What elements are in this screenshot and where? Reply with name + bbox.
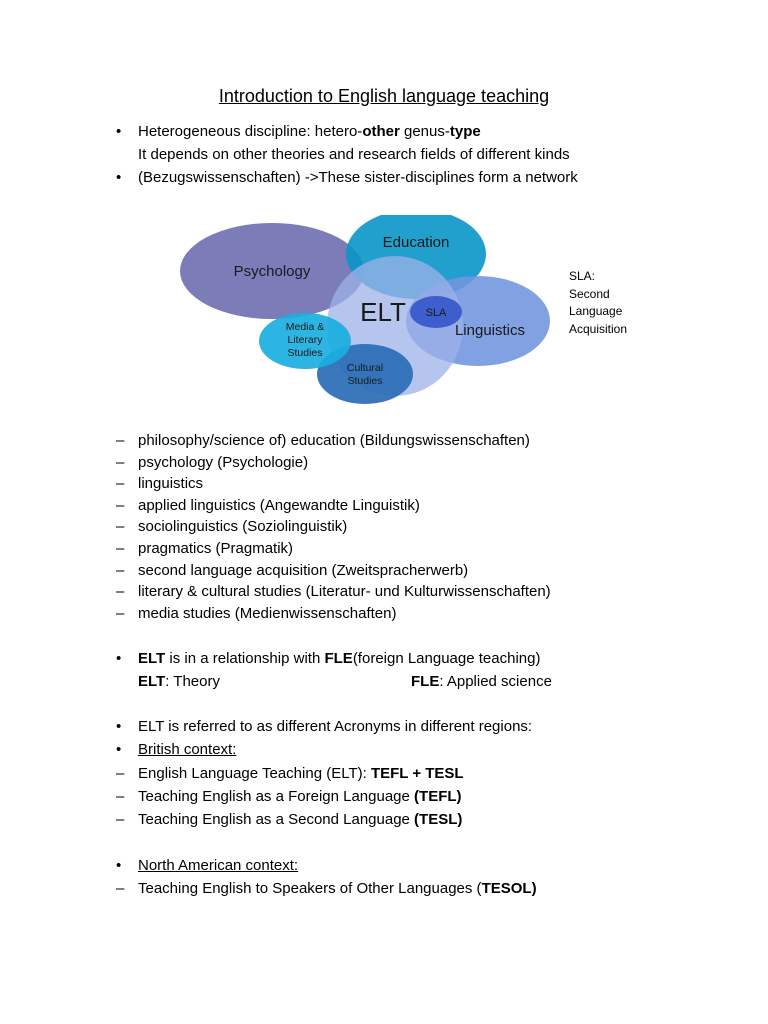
field-list-item: literary & cultural studies (Literatur- und Kulturwissenschaften) (138, 583, 551, 601)
dash-marker: – (116, 604, 125, 622)
field-list-item: second language acquisition (Zweitspracherwerb) (138, 561, 469, 579)
elt-bold: ELT (138, 650, 166, 667)
dash-marker: – (116, 432, 125, 449)
dash-marker: – (116, 583, 125, 601)
british-context-heading: British context: (138, 741, 237, 758)
intro-text: genus- (399, 123, 450, 140)
intro-line-1 (138, 123, 481, 140)
intro-line-2: It depends on other theories and research fields of different kinds (138, 146, 570, 163)
acronym-text: Teaching English to Speakers of Other Languages ( (138, 880, 482, 897)
intro-text: Heterogeneous discipline: hetero- (138, 123, 363, 140)
psychology-label: Psychology (233, 263, 311, 280)
acronym-bold: TESOL) (481, 880, 537, 897)
elt-label: ELT (360, 297, 406, 327)
british-item-tesl (138, 811, 462, 828)
education-label: Education (382, 234, 450, 251)
field-list-item: psychology (Psychologie) (138, 453, 309, 471)
sla-note-line: SLA: (569, 269, 596, 283)
acronym-bold: (TESL) (414, 811, 463, 828)
media-label-2: Literary (287, 334, 323, 346)
intro-bold-type: type (449, 123, 481, 140)
acronym-text: Teaching English as a Second Language (138, 811, 415, 828)
acronym-bold: TEFL + TESL (370, 765, 464, 782)
acronym-text: English Language Teaching (ELT): (138, 765, 371, 782)
bullet-marker: • (116, 169, 122, 186)
media-label-3: Studies (287, 347, 323, 359)
dash-marker: – (116, 453, 125, 471)
page-title: Introduction to English language teaching (218, 86, 550, 106)
bullet-marker: • (116, 741, 122, 758)
bullet-marker: • (116, 123, 122, 140)
dash-marker: – (116, 540, 125, 557)
bullet-marker: • (116, 857, 122, 874)
intro-bold-other: other (362, 123, 400, 140)
field-list-item: pragmatics (Pragmatik) (138, 540, 294, 557)
elt-theory-line (138, 673, 220, 690)
fle-bold: FLE (411, 673, 440, 690)
fle-text: (foreign Language teaching) (352, 650, 541, 667)
field-list-item: applied linguistics (Angewandte Linguistik) (138, 496, 420, 514)
fle-relationship-line (138, 650, 540, 667)
acronyms-intro: ELT is referred to as different Acronyms in different regions: (138, 718, 533, 735)
sla-note-line: Language (569, 304, 623, 318)
field-list-item: media studies (Medienwissenschaften) (138, 604, 397, 622)
sla-note (569, 268, 627, 338)
acronym-text: Teaching English as a Foreign Language (138, 788, 415, 805)
dash-marker: – (116, 811, 125, 828)
british-item-elt (138, 765, 464, 782)
theory-text: : Theory (165, 673, 220, 690)
dash-marker: – (116, 788, 125, 805)
discipline-network-diagram (150, 215, 550, 410)
field-list-item: sociolinguistics (Soziolinguistik) (138, 518, 348, 536)
fle-applied-line (411, 673, 552, 690)
media-label-1: Media & (285, 321, 325, 333)
north-american-context-heading: North American context: (138, 857, 299, 874)
dash-marker: – (116, 518, 125, 536)
sla-label: SLA (425, 307, 447, 319)
cultural-label-1: Cultural (346, 362, 384, 374)
north-item-tesol (138, 880, 537, 897)
dash-marker: – (116, 475, 125, 493)
dash-marker: – (116, 765, 125, 782)
fle-bold: FLE (324, 650, 353, 667)
bullet-marker: • (116, 718, 122, 735)
dash-marker: – (116, 561, 125, 579)
intro-line-3: (Bezugswissenschaften) ->These sister-disciplines form a network (138, 169, 578, 186)
sla-note-line: Second (569, 286, 610, 301)
british-item-tefl (138, 788, 462, 805)
field-list-item: philosophy/science of) education (Bildungswissenschaften) (138, 432, 530, 449)
cultural-label-2: Studies (347, 375, 383, 387)
applied-text: : Applied science (439, 673, 552, 690)
acronym-bold: (TEFL) (414, 788, 462, 805)
linguistics-label: Linguistics (454, 322, 526, 339)
field-list-item: linguistics (138, 475, 204, 493)
sla-note-line: Acquisition (569, 321, 628, 336)
dash-marker: – (116, 880, 125, 897)
fle-text: is in a relationship with (165, 650, 325, 667)
dash-marker: – (116, 496, 125, 514)
bullet-marker: • (116, 650, 122, 667)
elt-bold: ELT (138, 673, 166, 690)
